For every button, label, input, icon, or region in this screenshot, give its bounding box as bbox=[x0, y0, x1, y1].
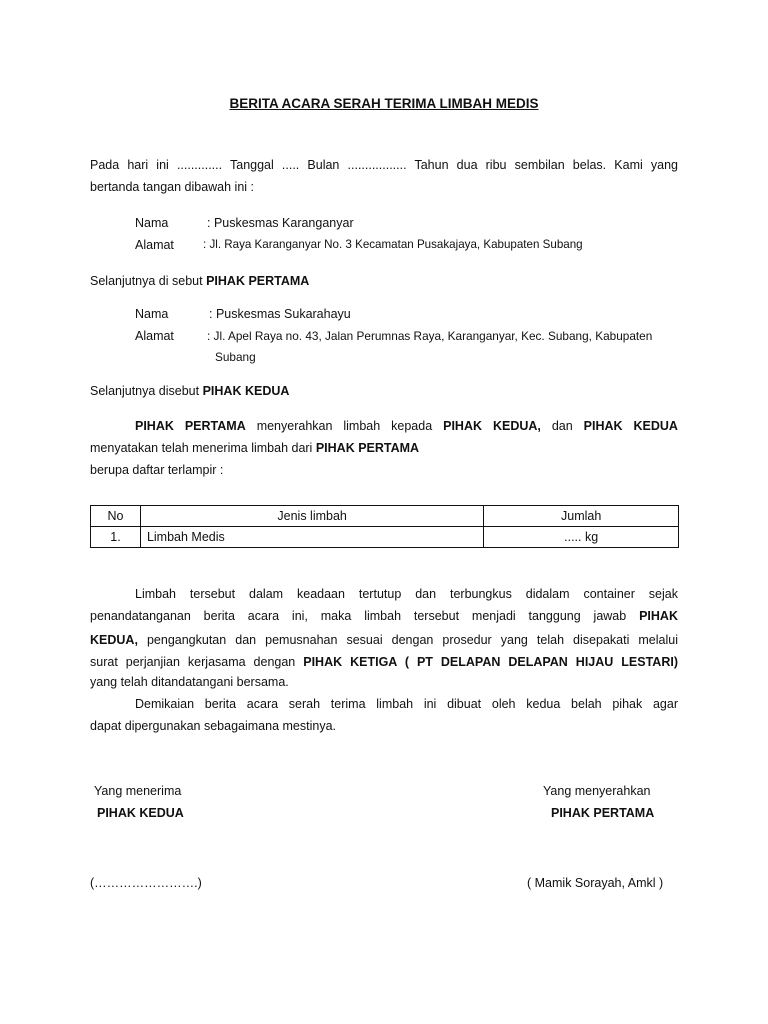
table-cell-no: 1. bbox=[91, 527, 141, 548]
party2-name-value: : Puskesmas Sukarahayu bbox=[209, 307, 351, 321]
condition-party-1: PIHAK bbox=[639, 609, 678, 623]
handover-line-3: berupa daftar terlampir : bbox=[90, 463, 224, 477]
table-cell-amount: ..... kg bbox=[484, 527, 679, 548]
party2-address-value-line-1: : Jl. Apel Raya no. 43, Jalan Perumnas Raya, Karanganyar, Kec. Subang, Kabupaten bbox=[207, 329, 653, 343]
condition-party-3: PIHAK KETIGA ( PT DELAPAN DELAPAN HIJAU LESTARI) bbox=[303, 655, 678, 669]
receiver-party: PIHAK KEDUA bbox=[97, 806, 184, 820]
table-header-amount: Jumlah bbox=[484, 506, 679, 527]
handover-text-2: dan bbox=[551, 419, 573, 433]
party1-designation bbox=[90, 270, 309, 292]
giver-party: PIHAK PERTAMA bbox=[551, 806, 655, 820]
handover-line-1 bbox=[135, 415, 678, 437]
receiver-label: Yang menerima bbox=[94, 784, 182, 798]
party2-address-value-line-2: Subang bbox=[215, 350, 256, 364]
party1-designation-name: PIHAK PERTAMA bbox=[206, 274, 310, 288]
table-cell-type: Limbah Medis bbox=[140, 527, 483, 548]
handover-party-4: PIHAK PERTAMA bbox=[315, 441, 420, 455]
condition-party-2: KEDUA, bbox=[90, 633, 138, 647]
intro-line-1: Pada hari ini ............. Tanggal ..... Bulan ................. Tahun dua ribu sembilan belas. Kami yang bbox=[90, 158, 678, 172]
handover-text-3: menyatakan telah menerima limbah dari bbox=[90, 441, 313, 455]
condition-line-4 bbox=[90, 651, 678, 673]
party2-name-label: Nama bbox=[135, 307, 169, 321]
condition-text-2: penandatanganan berita acara ini, maka limbah tersebut menjadi tanggung jawab bbox=[90, 609, 627, 623]
closing-line-2: dapat dipergunakan sebagaimana mestinya. bbox=[90, 719, 337, 733]
party1-name-label: Nama bbox=[135, 216, 169, 230]
condition-line-5: yang telah ditandatangani bersama. bbox=[90, 675, 289, 689]
condition-line-3 bbox=[90, 629, 678, 651]
party1-address-value: : Jl. Raya Karanganyar No. 3 Kecamatan Pusakajaya, Kabupaten Subang bbox=[203, 238, 583, 251]
party2-designation-name: PIHAK KEDUA bbox=[202, 384, 290, 398]
handover-party-3: PIHAK KEDUA bbox=[583, 419, 678, 433]
party2-designation bbox=[90, 380, 289, 402]
table-header-row bbox=[91, 506, 679, 527]
giver-label: Yang menyerahkan bbox=[543, 784, 651, 798]
party1-name-value: : Puskesmas Karanganyar bbox=[207, 216, 354, 230]
condition-line-2 bbox=[90, 605, 678, 627]
intro-line-2: bertanda tangan dibawah ini : bbox=[90, 180, 255, 194]
receiver-signature-name: (…………………….) bbox=[90, 876, 202, 890]
table-row bbox=[91, 527, 679, 548]
condition-line-1: Limbah tersebut dalam keadaan tertutup dan terbungkus didalam container sejak bbox=[135, 587, 678, 601]
document-title: BERITA ACARA SERAH TERIMA LIMBAH MEDIS bbox=[229, 96, 539, 111]
party2-designation-prefix: Selanjutnya disebut bbox=[90, 384, 200, 398]
closing-line-1: Demikaian berita acara serah terima limbah ini dibuat oleh kedua belah pihak agar bbox=[135, 697, 678, 711]
handover-party-2: PIHAK KEDUA, bbox=[443, 419, 541, 433]
table-header-no: No bbox=[91, 506, 141, 527]
party2-address-label: Alamat bbox=[135, 329, 174, 343]
giver-signature-name: ( Mamik Sorayah, Amkl ) bbox=[527, 876, 664, 890]
handover-party-1: PIHAK PERTAMA bbox=[135, 419, 246, 433]
waste-table bbox=[90, 505, 679, 548]
handover-line-2 bbox=[90, 437, 419, 459]
handover-text-1: menyerahkan limbah kepada bbox=[256, 419, 433, 433]
table-header-type: Jenis limbah bbox=[140, 506, 483, 527]
condition-text-4: surat perjanjian kerjasama dengan bbox=[90, 655, 296, 669]
condition-text-3: pengangkutan dan pemusnahan sesuai dengan prosedur yang telah disepakati melalui bbox=[146, 633, 678, 647]
party1-designation-prefix: Selanjutnya di sebut bbox=[90, 274, 203, 288]
party1-address-label: Alamat bbox=[135, 238, 174, 252]
